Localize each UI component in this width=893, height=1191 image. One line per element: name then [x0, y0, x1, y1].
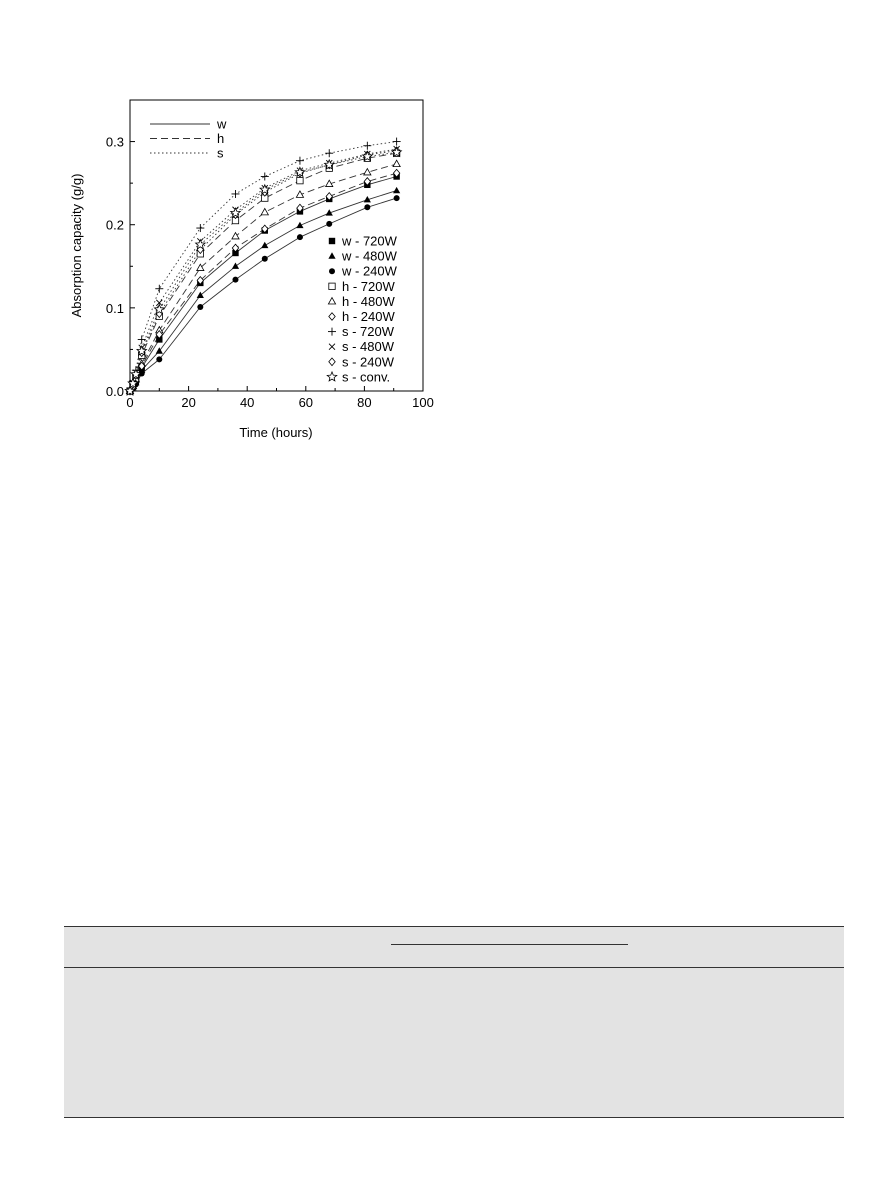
legend-series-label: s - conv. [342, 369, 391, 385]
data-point [232, 277, 238, 283]
data-point [393, 160, 400, 166]
legend-series-label: s - 240W [342, 354, 395, 370]
data-point [261, 242, 268, 248]
x-tick-label: 40 [239, 395, 255, 410]
header-separator [64, 967, 844, 968]
data-point [296, 157, 304, 165]
data-point [261, 172, 269, 180]
data-point [155, 285, 163, 293]
legend-series-label: h - 720W [342, 278, 395, 294]
data-point [363, 142, 371, 150]
legend-series-label: s - 480W [342, 339, 395, 355]
data-point [326, 221, 332, 227]
data-point [328, 328, 336, 336]
data-point [156, 356, 162, 362]
absorption-chart [60, 90, 440, 460]
y-tick-label: 0.0 [105, 384, 124, 399]
data-point [138, 335, 146, 343]
legend-series-label: w - 480W [342, 248, 397, 264]
y-tick-label: 0.1 [105, 300, 124, 316]
legend-line-label: w [217, 116, 227, 132]
data-point [364, 169, 371, 175]
data-point [297, 234, 303, 240]
data-point [197, 304, 203, 310]
x-tick-label: 100 [412, 395, 434, 410]
data-point [231, 208, 241, 217]
legend-series-label: h - 480W [342, 293, 395, 309]
legend-series-label: h - 240W [342, 309, 395, 324]
data-point [232, 262, 239, 268]
y-tick-label: 0.2 [105, 217, 124, 233]
data-point [232, 233, 239, 239]
y-axis-label: Absorption capacity (g/g) [69, 173, 84, 318]
legend-line-label: s [217, 145, 224, 161]
data-point [329, 344, 335, 350]
data-point [262, 256, 268, 262]
data-point [394, 195, 400, 201]
x-tick-label: 80 [357, 395, 372, 410]
legend-series-label: s - 720W [342, 324, 395, 340]
data-point [329, 238, 335, 244]
data-point [328, 298, 335, 304]
data-point [196, 240, 206, 249]
legend-series-label: w - 240W [342, 263, 397, 279]
data-point [364, 204, 370, 210]
column-group-underline [391, 944, 628, 945]
data-point [393, 138, 401, 146]
data-point [297, 177, 303, 183]
x-tick-label: 20 [181, 395, 196, 410]
data-point [325, 149, 333, 157]
data-point [329, 358, 335, 366]
data-point [296, 222, 303, 228]
x-tick-label: 0 [126, 395, 134, 410]
data-point [329, 283, 335, 289]
data-point [261, 208, 268, 214]
data-table [64, 926, 844, 1118]
marker-legend [327, 234, 397, 385]
data-point [197, 292, 204, 298]
legend-series-label: w - 720W [342, 233, 397, 249]
data-point [196, 224, 204, 232]
legend-line-label: h [217, 131, 225, 146]
y-tick-label: 0.3 [105, 134, 124, 150]
x-axis-label: Time (hours) [239, 425, 313, 440]
data-point [329, 313, 335, 321]
data-point [393, 187, 400, 193]
line-style-legend [150, 117, 227, 161]
data-point [327, 372, 337, 381]
x-tick-label: 60 [298, 395, 314, 410]
data-point [328, 252, 335, 258]
data-point [329, 268, 335, 274]
